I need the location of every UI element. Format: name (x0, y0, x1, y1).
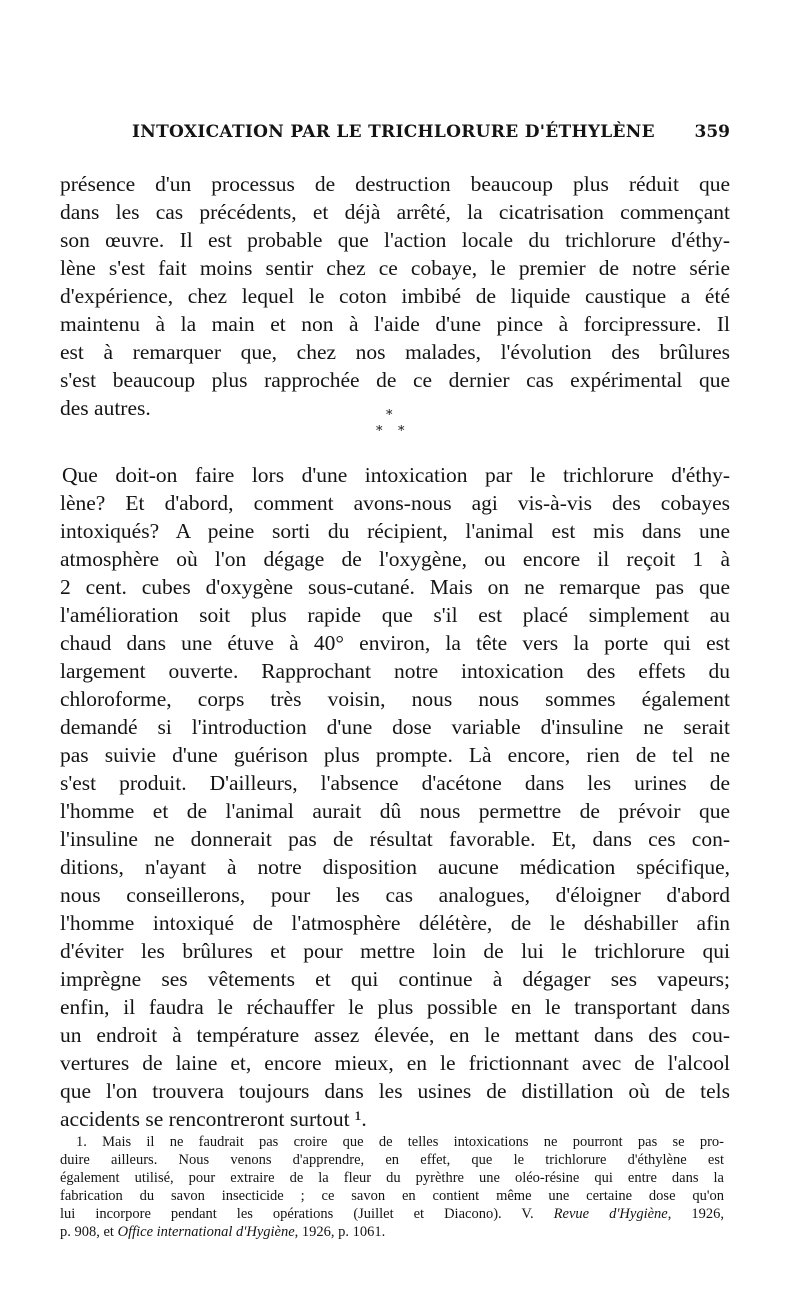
text-line: présence d'un processus de destruction beaucoup plus réduit que (60, 172, 730, 196)
footnote-text: p. 908, et (60, 1224, 114, 1240)
journal-year: , 1926, (667, 1206, 725, 1222)
text-line: un endroit à température assez élevée, en le mettant dans des cou- (60, 1023, 730, 1047)
text-line: d'expérience, chez lequel le coton imbibé de liquide caustique a été (60, 284, 730, 308)
footnote-line: duire ailleurs. Nous venons d'apprendre, en effet, que le trichlorure d'éthylène est (60, 1152, 724, 1168)
text-line: lène? Et d'abord, comment avons-nous agi vis-à-vis des cobayes (60, 491, 730, 515)
footnote-line (60, 1205, 724, 1223)
text-line: s'est beaucoup plus rapprochée de ce dernier cas expérimental que (60, 368, 730, 392)
journal-title-revue: Revue d'Hygiène (553, 1206, 668, 1222)
text-line: lène s'est fait moins sentir chez ce cobaye, le premier de notre série (60, 256, 730, 280)
text-line: atmosphère où l'on dégage de l'oxygène, ou encore il reçoit 1 à (60, 547, 730, 571)
text-line: l'amélioration soit plus rapide que s'il est placé simplement au (60, 603, 730, 627)
text-line: nous conseillerons, pour les cas analogues, d'éloigner d'abord (60, 883, 730, 907)
text-line: maintenu à la main et non à l'aide d'une pince à forcipressure. Il (60, 312, 730, 336)
text-line: chloroforme, corps très voisin, nous nous sommes également (60, 687, 730, 711)
text-line: pas suivie d'une guérison plus prompte. Là encore, rien de tel ne (60, 743, 730, 767)
text-line: est à remarquer que, chez nos malades, l'évolution des brûlures (60, 340, 730, 364)
footnote-text: , 1926, p. 1061. (294, 1224, 386, 1240)
text-line: l'insuline ne donnerait pas de résultat favorable. Et, dans ces con- (60, 827, 730, 851)
text-line: vertures de laine et, encore mieux, en le frictionnant avec de l'alcool (60, 1051, 730, 1075)
text-line: Que doit-on faire lors d'une intoxication par le trichlorure d'éthy- (62, 463, 730, 487)
text-line: l'homme intoxiqué de l'atmosphère délétère, de le déshabiller afin (60, 911, 730, 935)
footnote-line: également utilisé, pour extraire de la fleur du pyrèthre une oléo-résine qui entre dans la (60, 1170, 724, 1186)
footnote-line: fabrication du savon insecticide ; ce savon en contient même une certaine dose qu'on (60, 1188, 724, 1204)
journal-title-office: Office international d'Hygiène (117, 1224, 295, 1240)
text-line: accidents se rencontreront surtout ¹. (60, 1107, 367, 1131)
running-title: INTOXICATION PAR LE TRICHLORURE D'ÉTHYLÈNE (132, 122, 655, 142)
text-line: enfin, il faudra le réchauffer le plus possible en le transportant dans (60, 995, 730, 1019)
text-line: son œuvre. Il est probable que l'action locale du trichlorure d'éthy- (60, 228, 730, 252)
asterisk-top: * (386, 408, 393, 423)
text-line: 2 cent. cubes d'oxygène sous-cutané. Mais on ne remarque pas que (60, 575, 730, 599)
text-line: s'est produit. D'ailleurs, l'absence d'acétone dans les urines de (60, 771, 730, 795)
footnote-text: lui incorpore pendant les opérations (Juillet et Diacono). V. (60, 1206, 534, 1222)
text-line: des autres. (60, 396, 151, 420)
footnote-line (60, 1223, 724, 1241)
footnote-line: 1. Mais il ne faudrait pas croire que de telles intoxications ne pourront pas se pro- (76, 1134, 724, 1150)
text-line: imprègne ses vêtements et qui continue à dégager ses vapeurs; (60, 967, 730, 991)
text-line: demandé si l'introduction d'une dose variable d'insuline ne serait (60, 715, 730, 739)
text-line: largement ouverte. Rapprochant notre intoxication des effets du (60, 659, 730, 683)
text-line: ditions, n'ayant à notre disposition aucune médication spécifique, (60, 855, 730, 879)
text-line: dans les cas précédents, et déjà arrêté, la cicatrisation commençant (60, 200, 730, 224)
asterism-separator (360, 408, 420, 442)
text-line: intoxiqués? A peine sorti du récipient, l'animal est mis dans une (60, 519, 730, 543)
text-line: chaud dans une étuve à 40° environ, la tête vers la porte qui est (60, 631, 730, 655)
text-line: d'éviter les brûlures et pour mettre loin de lui le trichlorure qui (60, 939, 730, 963)
asterisk-bottom-left: * (376, 424, 383, 439)
running-head (60, 122, 730, 150)
page-number: 359 (694, 122, 730, 142)
text-line: que l'on trouvera toujours dans les usines de distillation où de tels (60, 1079, 730, 1103)
asterisk-bottom-right: * (398, 424, 405, 439)
text-line: l'homme et de l'animal aurait dû nous permettre de prévoir que (60, 799, 730, 823)
